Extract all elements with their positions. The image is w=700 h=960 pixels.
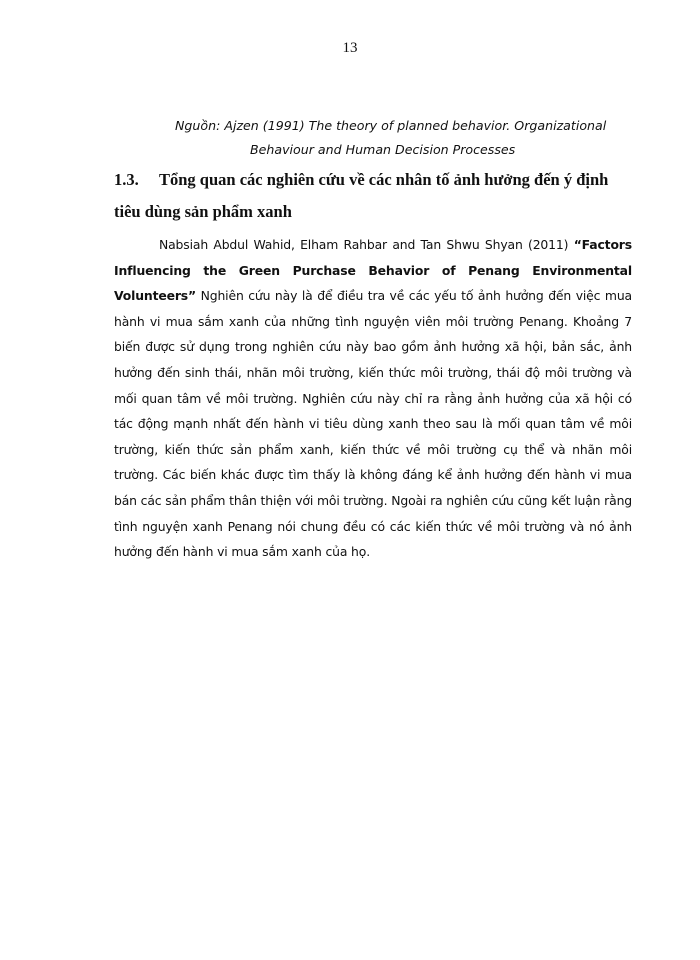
section-number: 1.3. — [114, 170, 139, 189]
body-paragraph-container — [114, 232, 632, 565]
section-heading — [114, 164, 614, 228]
source-line-2: Behaviour and Human Decision Processes — [250, 142, 516, 157]
paragraph-authors: Nabsiah Abdul Wahid, Elham Rahbar and Tan Shwu Shyan (2011) — [159, 237, 574, 252]
page-number: 13 — [342, 40, 358, 56]
source-line-1: Nguồn: Ajzen (1991) The theory of planned behavior. Organizational — [175, 118, 607, 133]
figure-source-caption — [175, 114, 635, 162]
paragraph-study-title: “Factors Influencing the Green Purchase Behavior of Penang Environmental Volunteers” — [114, 237, 632, 304]
section-title: Tổng quan các nghiên cứu về các nhân tố ảnh hưởng đến ý định tiêu dùng sản phẩm xanh — [114, 170, 609, 221]
body-paragraph — [114, 232, 632, 565]
paragraph-body: Nghiên cứu này là để điều tra về các yếu tố ảnh hưởng đến việc mua hành vi mua sắm xanh của những tình nguyện viên môi trường Penang. Khoảng 7 biến được sử dụng trong nghiên cứu này bao gồm ảnh hưởng xã hội, bản sắc, ảnh hưởng đến sinh thái, nhãn môi trường, kiến thức môi trường, thái độ môi trường và mối quan tâm về môi trường. Nghiên cứu này chỉ ra rằng ảnh hưởng của xã hội có tác động mạnh nhất đến hành vi tiêu dùng xanh theo sau là mối quan tâm về môi trường, kiến thức sản phẩm xanh, kiến thức về môi trường cụ thể và nhãn môi trường. Các biến khác được tìm thấy là không đáng kể ảnh hưởng đến hành vi mua bán các sản phẩm thân thiện với môi trường. Ngoài ra nghiên cứu cũng kết luận rằng tình nguyện xanh Penang nói chung đều có các kiến thức về môi trường và nó ảnh hưởng đến hành vi mua sắm xanh của họ. — [114, 288, 632, 560]
